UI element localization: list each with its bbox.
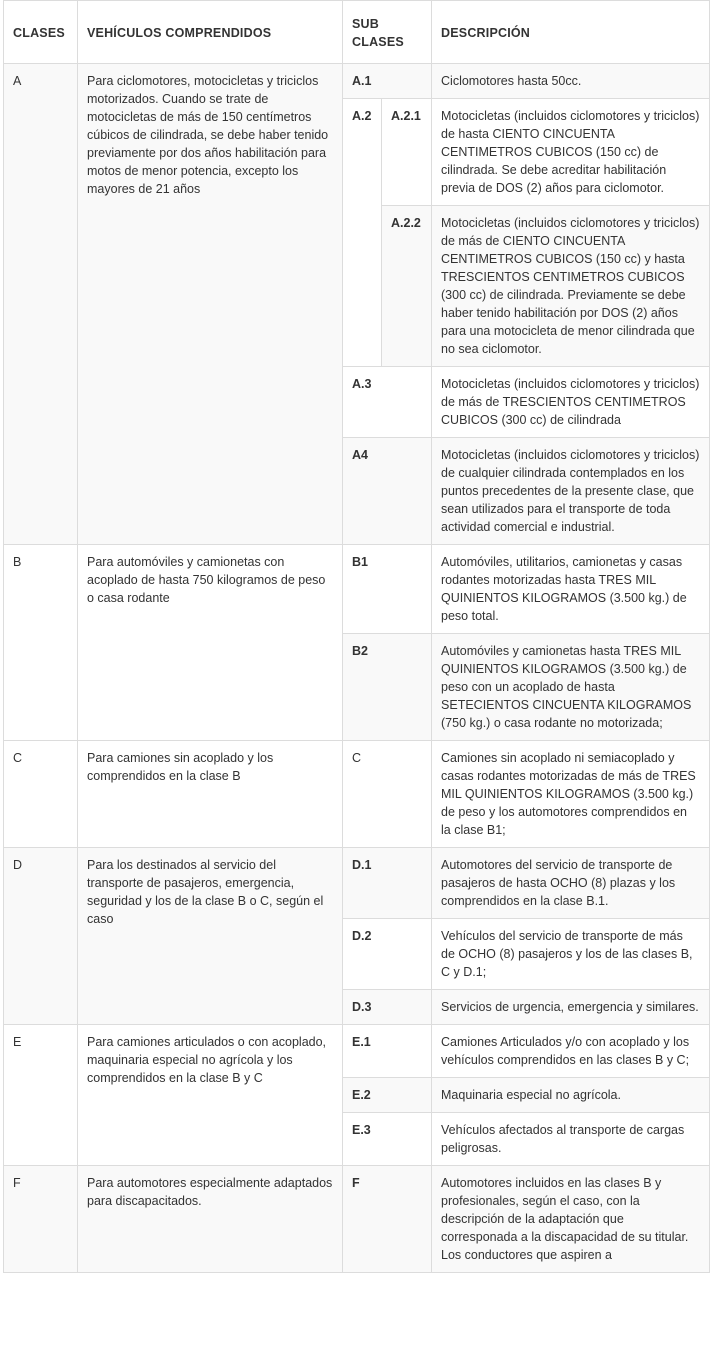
subclass-description: Vehículos del servicio de transporte de más de OCHO (8) pasajeros y los de las clases B, C y D.1; xyxy=(432,919,710,990)
subclass-code: B1 xyxy=(343,545,432,634)
subclass-code: D.1 xyxy=(343,848,432,919)
subclass-description: Automotores incluidos en las clases B y profesionales, según el caso, con la descripción de la adaptación que corresponada a la discapacidad de su titular. Los conductores que aspiren a xyxy=(432,1166,710,1273)
subclass-code: D.3 xyxy=(343,990,432,1025)
subclass-code: A4 xyxy=(343,438,432,545)
class-vehicles: Para automotores especialmente adaptados para discapacitados. xyxy=(78,1166,343,1273)
class-code: A xyxy=(4,64,78,545)
header-row xyxy=(4,1,710,64)
header-vehiculos: VEHÍCULOS COMPRENDIDOS xyxy=(78,1,343,64)
header-descripcion: DESCRIPCIÓN xyxy=(432,1,710,64)
class-vehicles: Para camiones articulados o con acoplado, maquinaria especial no agrícola y los comprendidos en la clase B y C xyxy=(78,1025,343,1166)
subclass-description: Vehículos afectados al transporte de cargas peligrosas. xyxy=(432,1113,710,1166)
subclass-subcode: A.2.2 xyxy=(382,206,432,367)
table-row xyxy=(4,545,710,634)
subclass-code: E.2 xyxy=(343,1078,432,1113)
class-code: F xyxy=(4,1166,78,1273)
subclass-code: F xyxy=(343,1166,432,1273)
class-code: E xyxy=(4,1025,78,1166)
class-vehicles: Para camiones sin acoplado y los comprendidos en la clase B xyxy=(78,741,343,848)
subclass-description: Camiones sin acoplado ni semiacoplado y casas rodantes motorizadas de más de TRES MIL QUINIENTOS KILOGRAMOS (3.500 kg.) de peso y los automotores comprendidos en la clase B1; xyxy=(432,741,710,848)
table-row xyxy=(4,848,710,919)
class-code: D xyxy=(4,848,78,1025)
subclass-code: E.1 xyxy=(343,1025,432,1078)
subclass-description: Ciclomotores hasta 50cc. xyxy=(432,64,710,99)
subclass-description: Automóviles y camionetas hasta TRES MIL QUINIENTOS KILOGRAMOS (3.500 kg.) de peso con un acoplado de hasta SETECIENTOS CINCUENTA KILOGRAMOS (750 kg.) o casa rodante no motorizada; xyxy=(432,634,710,741)
subclass-code: A.2 xyxy=(343,99,382,367)
subclass-description: Motocicletas (incluidos ciclomotores y triciclos) de hasta CIENTO CINCUENTA CENTIMETROS CUBICOS (150 cc) de cilindrada. Se debe acreditar habilitación previa de DOS (2) años para ciclomotor. xyxy=(432,99,710,206)
table-row xyxy=(4,741,710,848)
subclass-description: Servicios de urgencia, emergencia y similares. xyxy=(432,990,710,1025)
table-row xyxy=(4,64,710,99)
header-clases: CLASES xyxy=(4,1,78,64)
class-code: C xyxy=(4,741,78,848)
subclass-description: Camiones Articulados y/o con acoplado y los vehículos comprendidos en las clases B y C; xyxy=(432,1025,710,1078)
subclass-code: C xyxy=(343,741,432,848)
subclass-code: D.2 xyxy=(343,919,432,990)
class-vehicles: Para ciclomotores, motocicletas y triciclos motorizados. Cuando se trate de motocicletas de más de 150 centímetros cúbicos de cilindrada, se debe haber tenido previamente por dos años habilitación para motos de menor potencia, excepto los mayores de 21 años xyxy=(78,64,343,545)
subclass-description: Automóviles, utilitarios, camionetas y casas rodantes motorizadas hasta TRES MIL QUINIENTOS KILOGRAMOS (3.500 kg.) de peso total. xyxy=(432,545,710,634)
subclass-code: B2 xyxy=(343,634,432,741)
class-vehicles: Para automóviles y camionetas con acoplado de hasta 750 kilogramos de peso o casa rodante xyxy=(78,545,343,741)
subclass-description: Automotores del servicio de transporte de pasajeros de hasta OCHO (8) plazas y los comprendidos en la clase B.1. xyxy=(432,848,710,919)
header-subclases: SUB CLASES xyxy=(343,1,432,64)
subclass-subcode: A.2.1 xyxy=(382,99,432,206)
subclass-description: Motocicletas (incluidos ciclomotores y triciclos) de más de CIENTO CINCUENTA CENTIMETROS CUBICOS (150 cc) y hasta TRESCIENTOS CENTIMETROS CUBICOS (300 cc) de cilindrada. Previamente se debe haber tenido habilitación por DOS (2) años para una motocicleta de menor cilindrada que no sea ciclomotor. xyxy=(432,206,710,367)
table-row xyxy=(4,1166,710,1273)
subclass-code: E.3 xyxy=(343,1113,432,1166)
subclass-description: Maquinaria especial no agrícola. xyxy=(432,1078,710,1113)
license-classes-table xyxy=(3,0,710,1273)
subclass-code: A.1 xyxy=(343,64,432,99)
class-vehicles: Para los destinados al servicio del transporte de pasajeros, emergencia, seguridad y los de la clase B o C, según el caso xyxy=(78,848,343,1025)
class-code: B xyxy=(4,545,78,741)
subclass-description: Motocicletas (incluidos ciclomotores y triciclos) de cualquier cilindrada contemplados en los puntos precedentes de la presente clase, que sean utilizados para el transporte de toda actividad comercial e industrial. xyxy=(432,438,710,545)
table-row xyxy=(4,1025,710,1078)
subclass-code: A.3 xyxy=(343,367,432,438)
subclass-description: Motocicletas (incluidos ciclomotores y triciclos) de más de TRESCIENTOS CENTIMETROS CUBICOS (300 cc) de cilindrada xyxy=(432,367,710,438)
